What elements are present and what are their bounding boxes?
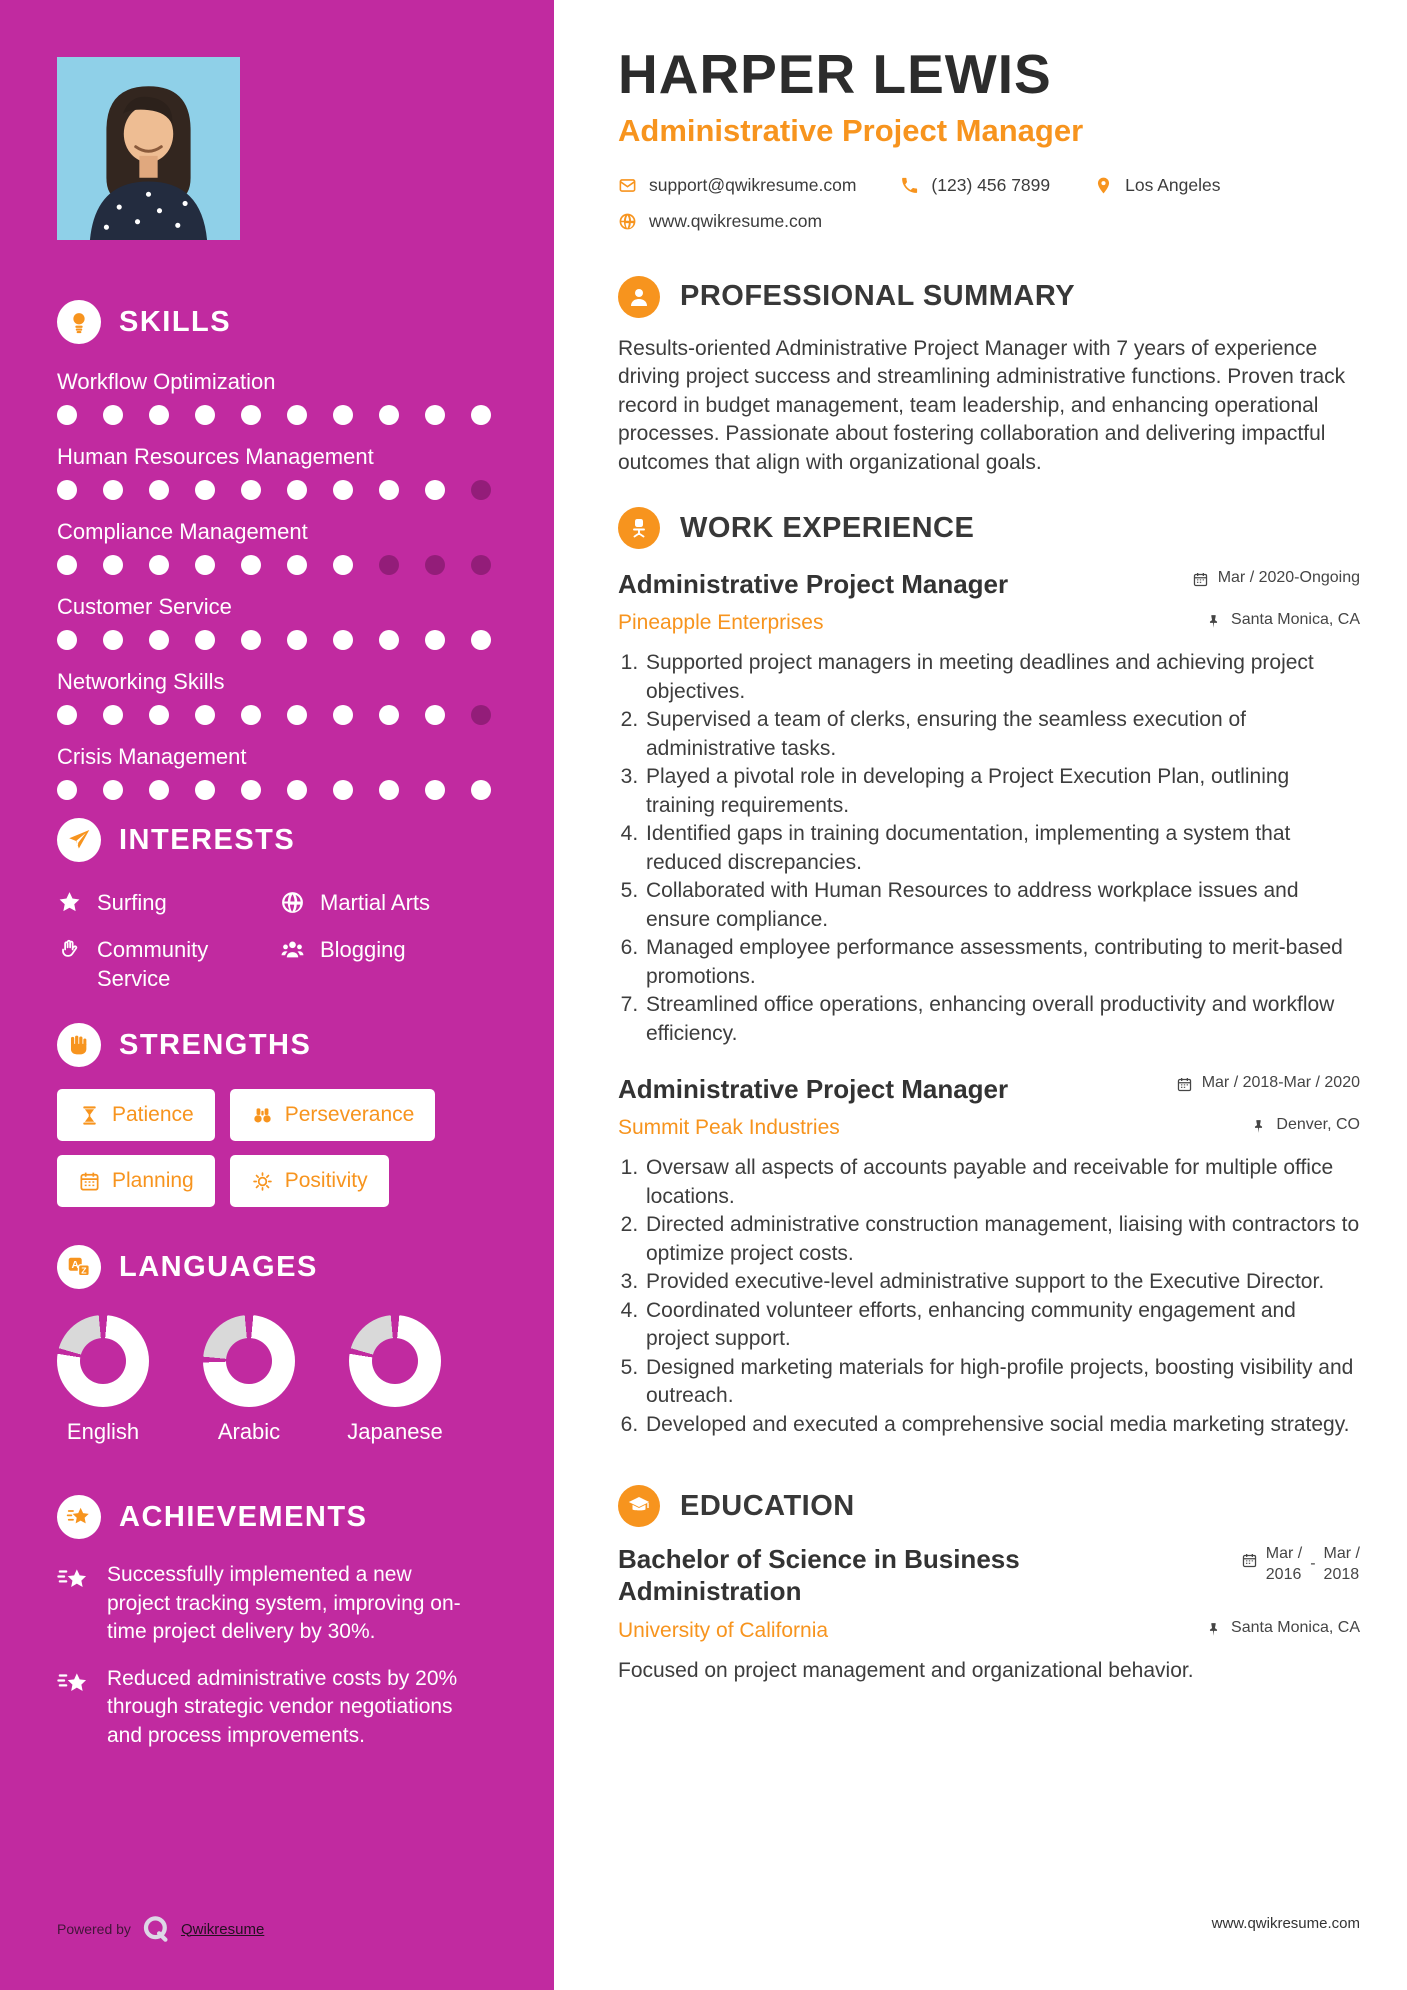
education-location — [1205, 1619, 1360, 1638]
job-title: Administrative Project Manager — [618, 569, 1009, 600]
strength-label: Planning — [112, 1169, 194, 1192]
skill-rating — [57, 555, 497, 575]
rating-dot-filled — [57, 405, 77, 425]
job-head — [618, 1074, 1360, 1104]
rating-dot-filled — [195, 630, 215, 650]
rating-dot-filled — [57, 630, 77, 650]
rating-dot-filled — [287, 630, 307, 650]
company-row — [618, 1116, 1360, 1140]
skill-item — [57, 518, 497, 575]
calendar-icon — [1176, 1076, 1193, 1093]
svg-text:Z: Z — [81, 1265, 87, 1276]
pushpin-icon — [1205, 613, 1222, 630]
job-bullets — [618, 649, 1360, 1048]
rating-dot-filled — [287, 555, 307, 575]
sun-icon — [251, 1170, 274, 1193]
phone-value[interactable]: (123) 456 7899 — [931, 174, 1051, 195]
degree-name: Bachelor of Science in Business Administration — [618, 1544, 1020, 1607]
powered-by-label: Powered by — [57, 1921, 131, 1937]
rating-dot-filled — [241, 630, 261, 650]
rating-dot-filled — [57, 780, 77, 800]
bullet-item: 7. Streamlined office operations, enhancing overall productivity and workflow efficiency. — [644, 991, 1360, 1048]
rating-dot-filled — [379, 480, 399, 500]
strengths-heading: STRENGTHS — [119, 1028, 312, 1061]
people-icon — [280, 937, 305, 962]
bullet-item: 1. Oversaw all aspects of accounts payable and receivable for multiple office locations. — [644, 1154, 1360, 1211]
education-school-row — [618, 1619, 1360, 1643]
rating-dot-filled — [149, 480, 169, 500]
rating-dot-filled — [103, 780, 123, 800]
bullet-item: 3. Played a pivotal role in developing a Project Execution Plan, outlining training requirements. — [644, 763, 1360, 820]
rating-dot-filled — [103, 555, 123, 575]
interest-item — [280, 935, 497, 993]
rating-dot-empty — [471, 480, 491, 500]
office-chair-icon — [618, 507, 660, 549]
rating-dot-filled — [241, 555, 261, 575]
education-dates — [1241, 1543, 1360, 1585]
bullet-item: 2. Supervised a team of clerks, ensuring the seamless execution of administrative tasks. — [644, 706, 1360, 763]
bullet-item: 6. Developed and executed a comprehensive social media marketing strategy. — [644, 1411, 1360, 1440]
summary-heading: PROFESSIONAL SUMMARY — [680, 280, 1076, 313]
achievement-item — [57, 1561, 497, 1647]
summary-text: Results-oriented Administrative Project Manager with 7 years of experience driving project success and streamlining administrative functions. Proven track record in budget management, team leadership, and enhancing operational processes. Passionate about fostering collaboration and delivering impactful outcomes that align with organizational goals. — [618, 336, 1346, 474]
interests-heading: INTERESTS — [119, 823, 296, 856]
summary-header — [618, 276, 1360, 318]
rating-dot-filled — [379, 705, 399, 725]
skill-name: Compliance Management — [57, 519, 308, 544]
skills-heading: SKILLS — [119, 305, 232, 338]
rating-dot-filled — [379, 405, 399, 425]
job-entry — [618, 1074, 1360, 1439]
binoculars-icon — [251, 1104, 274, 1127]
language-item — [57, 1315, 149, 1445]
main-content — [554, 0, 1407, 1990]
language-donut — [203, 1315, 295, 1407]
job-location — [1250, 1116, 1360, 1135]
rating-dot-filled — [471, 780, 491, 800]
footer-website: www.qwikresume.com — [1211, 1915, 1360, 1932]
calendar-icon — [1192, 571, 1209, 588]
skill-rating — [57, 405, 497, 425]
bullet-item: 5. Designed marketing materials for high-profile projects, boosting visibility and outreach. — [644, 1354, 1360, 1411]
strengths-section — [57, 1023, 497, 1207]
job-dates — [1192, 569, 1360, 588]
calendar-icon — [1241, 1552, 1258, 1569]
rating-dot-filled — [195, 405, 215, 425]
education-date-end — [1324, 1543, 1360, 1585]
education-location-value: Santa Monica, CA — [1231, 1619, 1360, 1637]
rating-dot-filled — [241, 705, 261, 725]
interest-item — [57, 935, 280, 993]
education-section — [618, 1485, 1360, 1683]
interests-grid — [57, 888, 497, 993]
strength-chips — [57, 1089, 497, 1207]
rating-dot-empty — [471, 555, 491, 575]
bullet-item: 2. Directed administrative construction management, liaising with contractors to optimize project costs. — [644, 1211, 1360, 1268]
rating-dot-filled — [333, 480, 353, 500]
rating-dot-filled — [195, 780, 215, 800]
skill-name: Networking Skills — [57, 669, 225, 694]
contact-row — [618, 175, 1360, 196]
skill-rating — [57, 705, 497, 725]
rating-dot-filled — [379, 630, 399, 650]
rating-dot-filled — [379, 780, 399, 800]
strength-chip — [230, 1155, 389, 1207]
job-head — [618, 569, 1360, 599]
languages-heading: LANGUAGES — [119, 1250, 318, 1283]
rating-dot-filled — [425, 780, 445, 800]
interest-label: Community Service — [97, 937, 209, 991]
website-item — [618, 211, 822, 232]
education-header — [618, 1485, 1360, 1527]
rating-dot-filled — [103, 480, 123, 500]
school-name: University of California — [618, 1619, 829, 1643]
language-label: English — [66, 1419, 140, 1444]
bullet-item: 5. Collaborated with Human Resources to address workplace issues and ensure compliance. — [644, 877, 1360, 934]
date-end-year: 2018 — [1323, 1566, 1360, 1584]
skill-item — [57, 368, 497, 425]
bullet-item: 4. Coordinated volunteer efforts, enhancing community engagement and project support. — [644, 1297, 1360, 1354]
rating-dot-filled — [195, 480, 215, 500]
languages-row — [57, 1315, 497, 1445]
rating-dot-filled — [287, 780, 307, 800]
rating-dot-filled — [333, 405, 353, 425]
job-entry — [618, 569, 1360, 1048]
rating-dot-filled — [241, 480, 261, 500]
interest-item — [57, 888, 280, 917]
skill-item — [57, 443, 497, 500]
company-row — [618, 611, 1360, 635]
rating-dot-filled — [241, 405, 261, 425]
achievements-header — [57, 1495, 497, 1539]
interests-header — [57, 818, 497, 862]
date-start-month: Mar / — [1265, 1545, 1303, 1563]
skill-name: Crisis Management — [57, 744, 247, 769]
interest-item — [280, 888, 497, 917]
strength-chip — [230, 1089, 436, 1141]
rating-dot-filled — [195, 555, 215, 575]
skill-name: Human Resources Management — [57, 444, 374, 469]
bullet-item: 3. Provided executive-level administrative support to the Executive Director. — [644, 1268, 1360, 1297]
rating-dot-filled — [333, 780, 353, 800]
skills-header — [57, 300, 497, 344]
powered-by-footer — [57, 1914, 264, 1944]
strength-label: Positivity — [284, 1169, 368, 1192]
job-dates-value: Mar / 2020-Ongoing — [1217, 569, 1360, 587]
skill-rating — [57, 630, 497, 650]
star-badge-icon — [57, 1495, 101, 1539]
skill-item — [57, 593, 497, 650]
achievements-heading: ACHIEVEMENTS — [119, 1500, 368, 1533]
pushpin-icon — [1250, 1118, 1267, 1135]
qwikresume-logo-icon — [141, 1914, 171, 1944]
company-name: Pineapple Enterprises — [618, 611, 824, 635]
achievement-text: Reduced administrative costs by 20% through strategic vendor negotiations and process improvements. — [107, 1666, 458, 1747]
rating-dot-filled — [149, 780, 169, 800]
location-value: Los Angeles — [1125, 174, 1221, 195]
globe-icon — [618, 212, 637, 231]
skill-name: Customer Service — [57, 594, 232, 619]
job-dates-value: Mar / 2018-Mar / 2020 — [1201, 1074, 1360, 1092]
job-location-value: Santa Monica, CA — [1231, 611, 1360, 629]
avatar — [57, 57, 240, 240]
person-title: Administrative Project Manager — [618, 112, 1084, 148]
rating-dot-filled — [241, 780, 261, 800]
education-heading: EDUCATION — [680, 1489, 855, 1522]
map-pin-icon — [1094, 176, 1113, 195]
language-label: Japanese — [347, 1419, 443, 1444]
work-heading: WORK EXPERIENCE — [680, 511, 975, 544]
job-location — [1205, 611, 1360, 630]
rating-dot-filled — [57, 555, 77, 575]
rating-dot-empty — [425, 555, 445, 575]
pushpin-icon — [1205, 1621, 1222, 1638]
shooting-star-icon — [57, 1563, 93, 1647]
person-name: HARPER LEWIS — [618, 43, 1052, 105]
rating-dot-empty — [471, 705, 491, 725]
rating-dot-filled — [287, 705, 307, 725]
rating-dot-filled — [425, 630, 445, 650]
phone-item — [900, 175, 1050, 196]
paper-plane-icon — [57, 818, 101, 862]
graduation-cap-icon — [618, 1485, 660, 1527]
star-icon — [57, 890, 82, 915]
education-note: Focused on project management and organizational behavior. — [618, 1659, 1194, 1683]
rating-dot-filled — [333, 555, 353, 575]
strength-chip — [57, 1155, 215, 1207]
bullet-item: 1. Supported project managers in meeting deadlines and achieving project objectives. — [644, 649, 1360, 706]
globe-icon — [280, 890, 305, 915]
bullet-item: 4. Identified gaps in training documentation, implementing a system that reduced discrepancies. — [644, 820, 1360, 877]
rating-dot-filled — [149, 705, 169, 725]
translate-icon — [57, 1245, 101, 1289]
job-title: Administrative Project Manager — [618, 1074, 1009, 1105]
achievement-text: Successfully implemented a new project tracking system, improving on-time project delivery by 30%. — [107, 1563, 461, 1643]
strengths-header — [57, 1023, 497, 1067]
qwikresume-link[interactable]: Qwikresume — [180, 1920, 265, 1938]
rating-dot-filled — [149, 555, 169, 575]
rating-dot-filled — [103, 630, 123, 650]
strength-label: Perseverance — [284, 1103, 415, 1126]
rating-dot-filled — [333, 630, 353, 650]
language-donut — [57, 1315, 149, 1407]
rating-dot-filled — [425, 705, 445, 725]
skill-name: Workflow Optimization — [57, 369, 276, 394]
hand-icon — [57, 937, 82, 962]
skill-item — [57, 668, 497, 725]
language-item — [349, 1315, 441, 1445]
date-start-year: 2016 — [1265, 1566, 1302, 1584]
profile-photo — [57, 57, 240, 240]
company-name: Summit Peak Industries — [618, 1116, 840, 1140]
work-header — [618, 507, 1360, 549]
fist-icon — [57, 1023, 101, 1067]
rating-dot-filled — [103, 705, 123, 725]
summary-section — [618, 276, 1360, 478]
skill-rating — [57, 480, 497, 500]
date-end-month: Mar / — [1323, 1545, 1360, 1563]
rating-dot-filled — [471, 405, 491, 425]
interest-label: Blogging — [320, 937, 406, 962]
interests-section — [57, 818, 497, 993]
education-date-start — [1266, 1543, 1302, 1585]
lightbulb-icon — [57, 300, 101, 344]
interest-label: Martial Arts — [320, 890, 431, 915]
hourglass-icon — [78, 1104, 101, 1127]
rating-dot-filled — [287, 480, 307, 500]
education-degree-row — [618, 1543, 1360, 1607]
rating-dot-filled — [471, 630, 491, 650]
bullet-item: 6. Managed employee performance assessments, contributing to merit-based promotions. — [644, 934, 1360, 991]
languages-section — [57, 1245, 497, 1445]
sidebar — [0, 0, 554, 1990]
language-item — [203, 1315, 295, 1445]
rating-dot-filled — [425, 480, 445, 500]
location-item — [1094, 175, 1220, 196]
calendar-icon — [78, 1170, 101, 1193]
strength-chip — [57, 1089, 215, 1141]
rating-dot-empty — [379, 555, 399, 575]
rating-dot-filled — [149, 630, 169, 650]
achievements-section — [57, 1495, 497, 1750]
skill-item — [57, 743, 497, 800]
date-separator: - — [1310, 1555, 1316, 1573]
rating-dot-filled — [57, 705, 77, 725]
rating-dot-filled — [333, 705, 353, 725]
rating-dot-filled — [103, 405, 123, 425]
job-dates — [1176, 1074, 1360, 1093]
language-label: Arabic — [217, 1419, 281, 1444]
strength-label: Patience — [112, 1103, 194, 1126]
rating-dot-filled — [287, 405, 307, 425]
website-value[interactable]: www.qwikresume.com — [649, 210, 823, 231]
envelope-icon — [618, 176, 637, 195]
email-value[interactable]: support@qwikresume.com — [649, 174, 857, 195]
person-icon — [618, 276, 660, 318]
rating-dot-filled — [195, 705, 215, 725]
rating-dot-filled — [149, 405, 169, 425]
language-donut — [349, 1315, 441, 1407]
achievement-item — [57, 1665, 497, 1751]
job-bullets — [618, 1154, 1360, 1439]
phone-icon — [900, 176, 919, 195]
svg-text:A: A — [71, 1260, 79, 1272]
email-item — [618, 175, 856, 196]
languages-header — [57, 1245, 497, 1289]
shooting-star-icon — [57, 1667, 93, 1751]
job-location-value: Denver, CO — [1276, 1116, 1360, 1134]
website-row — [618, 211, 1360, 232]
skills-section — [57, 300, 497, 800]
rating-dot-filled — [57, 480, 77, 500]
interest-label: Surfing — [97, 890, 167, 915]
work-section — [618, 507, 1360, 1439]
skill-rating — [57, 780, 497, 800]
rating-dot-filled — [425, 405, 445, 425]
